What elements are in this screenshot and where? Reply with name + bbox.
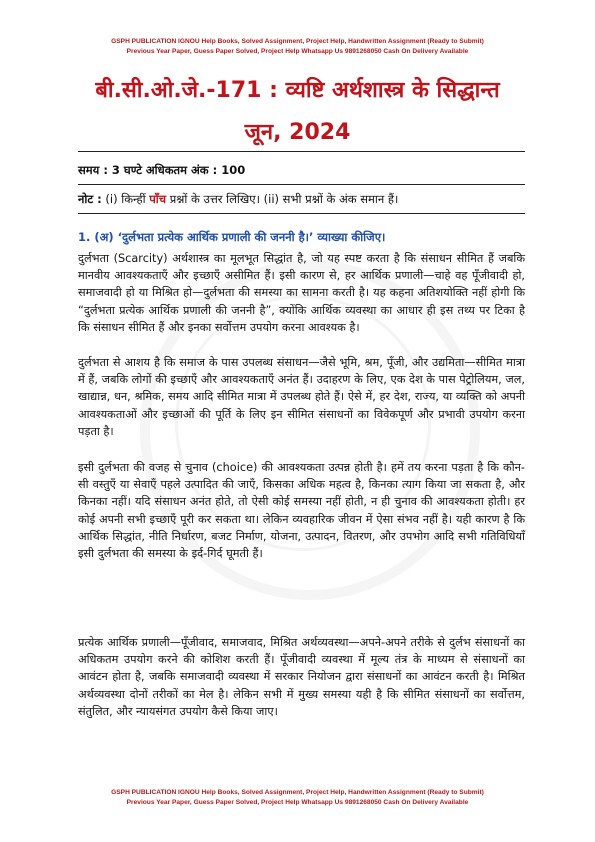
- time-and-marks: [78, 162, 525, 178]
- page-footer: [0, 788, 595, 808]
- exam-session: जून, 2024: [244, 120, 351, 145]
- note-text-pre: (i) किन्हीं: [101, 192, 150, 206]
- footer-line-1: GSPH PUBLICATION IGNOU Help Books, Solved Assignment, Project Help, Handwritten Assignment (Ready to Submit): [111, 789, 484, 796]
- header-line-2: Previous Year Paper, Guess Paper Solved, Project Help Whatsapp Us 9891268050 Cash On Delivery Available: [126, 48, 469, 55]
- answer-paragraph-4: प्रत्येक आर्थिक प्रणाली—पूँजीवाद, समाजवाद, मिश्रित अर्थव्यवस्था—अपने-अपने तरीके से दुर्लभ संसाधनों का अधिकतम उपयोग करने की कोशिश करती हैं। पूँजीवादी व्यवस्था में मूल्य तंत्र के माध्यम से संसाधनों का आवंटन होता है, जबकि समाजवादी व्यवस्था में सरकार नियोजन द्वारा संसाधनों का आवंटन करती है। मिश्रित अर्थव्यवस्था दोनों तरीकों का मेल है। लेकिन सभी में मुख्य समस्या यही है कि सीमित संसाधनों का सर्वोत्तम, संतुलित, और न्यायसंगत उपयोग कैसे किया जाए।: [78, 636, 525, 718]
- answer-paragraph-1: दुर्लभता (Scarcity) अर्थशास्त्र का मूलभूत सिद्धांत है, जो यह स्पष्ट करता है कि संसाधन सीमित हैं जबकि मानवीय आवश्यकताएँ और इच्छाएँ असीमित हैं। इसी कारण से, हर आर्थिक प्रणाली—चाहे वह पूँजीवादी हो, समाजवादी हो या मिश्रित हो—दुर्लभता की समस्या का सामना करती है। यह कहना अतिशयोक्ति नहीं होगी कि “दुर्लभता प्रत्येक आर्थिक प्रणाली की जननी है”, क्योंकि आर्थिक व्यवस्था का आधार ही इस तथ्य पर टिका है कि संसाधन सीमित हैं और इनका सर्वोत्तम उपयोग करना आवश्यक है।: [78, 252, 525, 334]
- instructions-note: [78, 191, 525, 207]
- question-heading: 1. (अ) ‘दुर्लभता प्रत्येक आर्थिक प्रणाली की जननी है।’ व्याख्या कीजिए।: [78, 230, 386, 244]
- note-highlight: पाँच: [149, 192, 167, 206]
- divider-middle: [78, 184, 525, 185]
- answer-paragraph-3: इसी दुर्लभता की वजह से चुनाव (choice) की आवश्यकता उत्पन्न होती है। हमें तय करना पड़ता है कि कौन-सी वस्तुएँ या सेवाएँ पहले उत्पादित की जाएँ, किसका अधिक महत्व है, किनका त्याग किया जा सकता है, और किनका नहीं। यदि संसाधन अनंत होते, तो ऐसी कोई समस्या नहीं होती, न ही चुनाव की आवश्यकता होती। हर कोई अपनी सभी इच्छाएँ पूरी कर सकता था। लेकिन व्यवहारिक जीवन में ऐसा संभव नहीं है। यही कारण है कि आर्थिक सिद्धांत, नीति निर्धारण, बजट निर्माण, योजना, उत्पादन, वितरण, और उपभोग आदि सभी गतिविधियाँ इसी दुर्लभता की समस्या के इर्द-गिर्द घूमती हैं।: [78, 461, 525, 561]
- note-label: नोट :: [78, 192, 102, 206]
- footer-line-2: Previous Year Paper, Guess Paper Solved, Project Help Whatsapp Us 9891268050 Cash On Delivery Available: [126, 799, 469, 806]
- header-line-1: GSPH PUBLICATION IGNOU Help Books, Solved Assignment, Project Help, Handwritten Assignment (Ready to Submit): [111, 38, 484, 45]
- answer-paragraph-2: दुर्लभता से आशय है कि समाज के पास उपलब्ध संसाधन—जैसे भूमि, श्रम, पूँजी, और उद्यमिता—सीमित मात्रा में हैं, जबकि लोगों की इच्छाएँ और आवश्यकताएँ अनंत हैं। उदाहरण के लिए, एक देश के पास पेट्रोलियम, जल, खाद्यान्न, धन, श्रमिक, समय आदि सीमित मात्रा में उपलब्ध होते हैं। ऐसे में, हर देश, राज्य, या व्यक्ति को अपनी आवश्यकताओं और इच्छाओं की पूर्ति के लिए इन सीमित संसाधनों का विवेकपूर्ण और प्रभावी उपयोग करना पड़ता है।: [78, 356, 525, 438]
- note-text-post: प्रश्नों के उत्तर लिखिए। (ii) सभी प्रश्नों के अंक समान हैं।: [166, 192, 399, 206]
- divider-top: [78, 151, 525, 152]
- page-header: [0, 37, 595, 57]
- time-marks-text: समय : 3 घण्टे अधिकतम अंक : 100: [78, 163, 246, 177]
- course-title: बी.सी.ओ.जे.-171 : व्यष्टि अर्थशास्त्र के सिद्धान्त: [95, 78, 500, 103]
- divider-bottom: [78, 213, 525, 214]
